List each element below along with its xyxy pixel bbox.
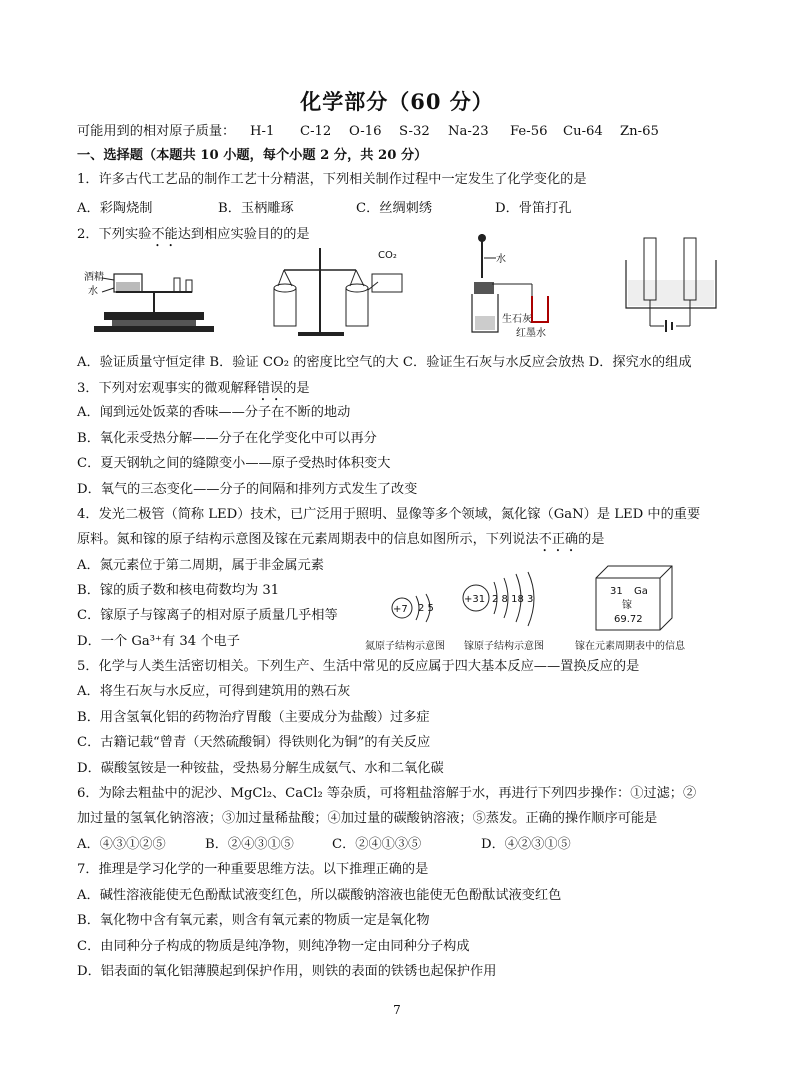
question-5-stem: 5．化学与人类生活密切相关。下列生产、生活中常见的反应属于四大基本反应——置换反应的是 — [77, 659, 640, 674]
atomic-mass: Cu-64 — [563, 124, 603, 139]
question-7-stem: 7．推理是学习化学的一种重要思维方法。以下推理正确的是 — [77, 862, 429, 877]
atomic-mass: S-32 — [399, 124, 430, 139]
n-nucleus: +7 — [393, 604, 408, 615]
question-3-option-c: C．夏天钢轨之间的缝隙变小——原子受热时体积变大 — [77, 456, 391, 471]
option-d: D．④②③①⑤ — [481, 837, 571, 852]
question-1-options — [77, 200, 717, 218]
question-5-option-b: B．用含氢氧化铝的药物治疗胃酸（主要成分为盐酸）过多症 — [77, 710, 430, 725]
label-co2: CO₂ — [378, 250, 397, 261]
section-heading: 一、选择题（本题共 10 小题，每个小题 2 分，共 20 分） — [77, 148, 428, 163]
page-number: 7 — [393, 1003, 401, 1017]
atomic-mass: Zn-65 — [620, 124, 659, 139]
question-3-option-d: D．氧气的三态变化——分子的间隔和排列方式发生了改变 — [77, 482, 418, 497]
figure-nitrogen-atom — [390, 588, 450, 628]
question-4-option-a: A．氮元素位于第二周期，属于非金属元素 — [77, 558, 324, 573]
n-shells: 2 5 — [418, 603, 434, 614]
ga-atomic-number: 31 — [610, 586, 623, 597]
question-4-stem-2: 原料。氮和镓的原子结构示意图及镓在元素周期表中的信息如图所示，下列说法不正确的是 — [77, 532, 605, 547]
question-6-options — [77, 836, 717, 854]
caption-nitrogen: 氮原子结构示意图 — [365, 641, 445, 652]
emphasis: 不能 — [151, 227, 178, 242]
atomic-masses-prefix: 可能用到的相对原子质量： — [77, 124, 236, 139]
label-red-ink: 红墨水 — [516, 328, 546, 339]
figure-co2-density — [268, 248, 410, 340]
figure-water-electrolysis — [620, 236, 722, 336]
ga-shells: 2 8 18 3 — [492, 594, 534, 605]
atomic-masses-line — [77, 123, 235, 141]
question-5-option-a: A．将生石灰与水反应，可得到建筑用的熟石灰 — [77, 684, 351, 699]
caption-gallium: 镓原子结构示意图 — [464, 641, 544, 652]
question-7-option-b: B．氧化物中含有氧元素，则含有氧元素的物质一定是氧化物 — [77, 913, 430, 928]
question-1-stem: 1．许多古代工艺品的制作工艺十分精湛，下列相关制作过程中一定发生了化学变化的是 — [77, 172, 587, 187]
question-7-option-d: D．铝表面的氧化铝薄膜起到保护作用，则铁的表面的铁锈也起保护作用 — [77, 964, 497, 979]
question-3-option-a: A．闻到远处饭菜的香味——分子在不断的地动 — [77, 405, 351, 420]
atomic-mass: H-1 — [250, 124, 275, 139]
page-title: 化学部分（60 分） — [300, 89, 494, 114]
label-alcohol: 酒精 — [84, 272, 104, 283]
option-c: C．②④①③⑤ — [332, 837, 422, 852]
ga-name: 镓 — [622, 600, 632, 611]
option-d: D．骨笛打孔 — [495, 201, 572, 216]
caption-periodic: 镓在元素周期表中的信息 — [575, 641, 685, 652]
option-b: B．②④③①⑤ — [205, 837, 294, 852]
atomic-mass: Fe-56 — [510, 124, 548, 139]
option-a: A．彩陶烧制 — [77, 201, 153, 216]
question-7-option-c: C．由同种分子构成的物质是纯净物，则纯净物一定由同种分子构成 — [77, 939, 470, 954]
question-5-option-d: D．碳酸氢铵是一种铵盐，受热易分解生成氨气、水和二氧化碳 — [77, 761, 444, 776]
option-a: A．④③①②⑤ — [77, 837, 166, 852]
atomic-mass: O-16 — [349, 124, 382, 139]
option-b: B．玉柄雕琢 — [218, 201, 294, 216]
atomic-mass: C-12 — [300, 124, 332, 139]
atomic-mass: Na-23 — [448, 124, 489, 139]
question-3-stem: 3．下列对宏观事实的微观解释错误的是 — [77, 381, 310, 396]
option-c: C．丝绸刺绣 — [356, 201, 433, 216]
question-4-option-b: B．镓的质子数和核电荷数均为 31 — [77, 583, 280, 598]
question-2-options: A．验证质量守恒定律 B．验证 CO₂ 的密度比空气的大 C．验证生石灰与水反应会放热 D．探究水的组成 — [77, 355, 692, 370]
question-6-stem-2: 加过量的氢氧化钠溶液；③加过量稀盐酸；④加过量的碳酸钠溶液；⑤蒸发。正确的操作顺序可能是 — [77, 811, 658, 826]
ga-nucleus: +31 — [464, 594, 486, 605]
figure-quicklime-heat — [466, 232, 566, 340]
question-3-option-b: B．氧化汞受热分解——分子在化学变化中可以再分 — [77, 431, 377, 446]
figure-gallium-periodic-cell — [596, 566, 676, 634]
label-quicklime: 生石灰 — [502, 314, 532, 325]
question-4-option-c: C．镓原子与镓离子的相对原子质量几乎相等 — [77, 608, 338, 623]
label-water-2: 水 — [496, 254, 506, 265]
question-4-stem-1: 4．发光二极管（简称 LED）技术，已广泛用于照明、显像等多个领域，氮化镓（GaN）是 LED 中的重要 — [77, 507, 701, 522]
question-2-stem: 2．下列实验不能达到相应实验目的的是 — [77, 227, 310, 242]
question-5-option-c: C．古籍记载“曾青（天然硫酸铜）得铁则化为铜”的有关反应 — [77, 735, 431, 750]
question-7-option-a: A．碱性溶液能使无色酚酞试液变红色，所以碳酸钠溶液也能使无色酚酞试液变红色 — [77, 888, 562, 903]
emphasis: 不正确 — [538, 532, 579, 547]
figure-gallium-atom — [460, 572, 560, 636]
question-6-stem-1: 6．为除去粗盐中的泥沙、MgCl₂、CaCl₂ 等杂质，可将粗盐溶解于水，再进行下列四步操作：①过滤；② — [77, 786, 697, 801]
ga-symbol: Ga — [634, 586, 648, 597]
label-water: 水 — [88, 286, 98, 297]
question-4-option-d: D．一个 Ga³⁺有 34 个电子 — [77, 634, 240, 649]
emphasis: 错误 — [256, 381, 284, 396]
figure-captions — [365, 638, 725, 654]
ga-atomic-mass: 69.72 — [614, 614, 643, 625]
figure-mass-conservation — [84, 262, 214, 340]
